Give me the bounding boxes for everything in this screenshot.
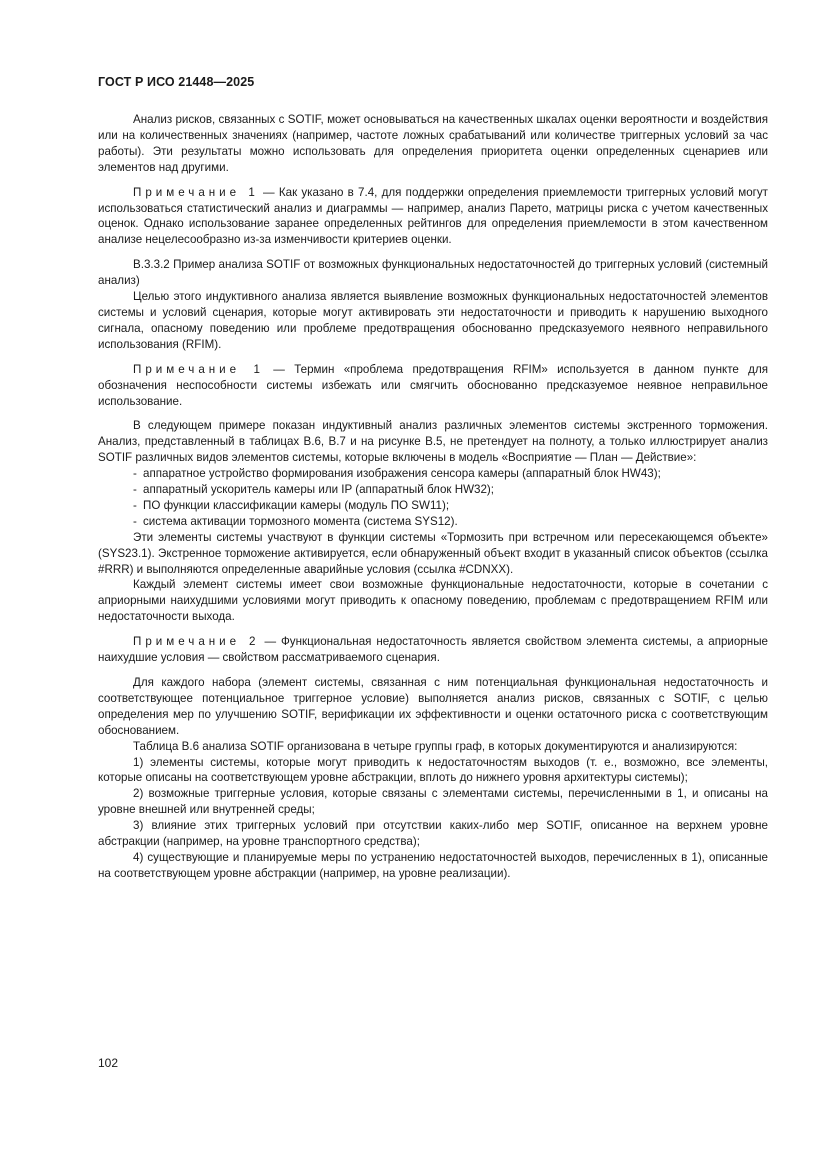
note-text: — Функциональная недостаточность является свойством элемента системы, а априорные наихудшие условия — свойством рассматриваемого сценария. [98, 635, 768, 665]
system-elements-list [98, 466, 768, 530]
list-item: - система активации тормозного момента (система SYS12). [133, 514, 768, 530]
list-item: - аппаратное устройство формирования изображения сенсора камеры (аппаратный блок HW43); [133, 466, 768, 482]
note-2 [98, 362, 768, 410]
note-label: Примечание 1 [133, 185, 259, 199]
numbered-item-3: 3) влияние этих триггерных условий при отсутствии каких-либо мер SOTIF, описанное на верхнем уровне абстракции (например, на уровне транспортного средства); [98, 819, 768, 849]
page-body [98, 112, 768, 882]
document-header: ГОСТ Р ИСО 21448—2025 [98, 75, 255, 89]
note-3 [98, 634, 768, 666]
note-text: — Термин «проблема предотвращения RFIM» используется в данном пункте для обозначения неспособности системы избежать или смягчить обоснованно предсказуемое неявное неправильное использование. [98, 362, 768, 408]
paragraph-each-set: Для каждого набора (элемент системы, связанная с ним потенциальная функциональная недостаточность и соответствующее потенциальное триггерное условие) выполняется анализ рисков, связанных с SOTIF, с целью определения мер по улучшению SOTIF, верификации их эффективности и оценки остаточного риска с соответствующим обоснованием. [98, 676, 768, 737]
paragraph-analysis-goal: Целью этого индуктивного анализа является выявление возможных функциональных недостаточностей элементов системы и условий сценария, которые могут активировать эти недостаточности и приводить к нарушению выходного сигнала, опасному поведению или проблеме предотвращения обоснованно предсказуемого неявного неправильного использования (RFIM). [98, 290, 768, 351]
section-heading: B.3.3.2 Пример анализа SOTIF от возможных функциональных недостаточностей до триггерных условий (системный анализ) [98, 258, 768, 288]
note-1 [98, 185, 768, 249]
paragraph-table-structure: Таблица B.6 анализа SOTIF организована в четыре группы граф, в которых документируются и анализируются: [133, 739, 738, 753]
numbered-item-4: 4) существующие и планируемые меры по устранению недостаточностей выходов, перечисленных в 1), описанные на соответствующем уровне абстракции (например, на уровне реализации). [98, 850, 768, 880]
paragraph-system-function: Эти элементы системы участвуют в функции системы «Тормозить при встречном или пересекающемся объекте» (SYS23.1). Экстренное торможение активируется, если обнаруженный объект входит в указанный список объектов (ссылка #RRR) и выполняются определенные аварийные условия (ссылка #CDNXX). [98, 530, 768, 576]
note-text: — Как указано в 7.4, для поддержки определения приемлемости триггерных условий могут использоваться статистический анализ и диаграммы — например, анализ Парето, матрицы риска с учетом качественных оценок. Однако использование заранее определенных рейтингов для определения приемлемости в этом качественном анализе нецелесообразно из-за изменчивости критериев оценки. [98, 185, 768, 247]
paragraph-risk-analysis: Анализ рисков, связанных с SOTIF, может основываться на качественных шкалах оценки вероятности и воздействия или на количественных значениях (например, частоте ложных срабатываний или количестве триггерных условий за час работы). Эти результаты можно использовать для определения приоритета оценки определенных сценариев или элементов над другими. [98, 113, 768, 174]
note-label: Примечание 2 [133, 635, 260, 649]
paragraph-example: В следующем примере показан индуктивный анализ различных элементов системы экстренного торможения. Анализ, представленный в таблицах B.6, B.7 и на рисунке B.5, не претендует на полноту, а только иллюстрирует анализ SOTIF различных видов элементов системы, которые включены в модель «Восприятие — План — Действие»: [98, 419, 768, 465]
list-item: - ПО функции классификации камеры (модуль ПО SW11); [133, 498, 768, 514]
numbered-item-1: 1) элементы системы, которые могут приводить к недостаточностям выходов (т. е., возможно, все элементы, которые описаны на соответствующем уровне абстракции, вплоть до нижнего уровня архитектуры системы); [98, 755, 768, 785]
list-item: - аппаратный ускоритель камеры или IP (аппаратный блок HW32); [133, 482, 768, 498]
page-number: 102 [98, 1056, 119, 1070]
numbered-item-2: 2) возможные триггерные условия, которые связаны с элементами системы, перечисленными в 1, и описаны на уровне внешней или внутренней среды; [98, 787, 768, 817]
note-label: Примечание 1 [133, 362, 264, 376]
paragraph-insufficiencies: Каждый элемент системы имеет свои возможные функциональные недостаточности, которые в сочетании с априорными наихудшими условиями могут приводить к опасному поведению, проблемам с предотвращением RFIM или недостаточности выхода. [98, 578, 768, 624]
